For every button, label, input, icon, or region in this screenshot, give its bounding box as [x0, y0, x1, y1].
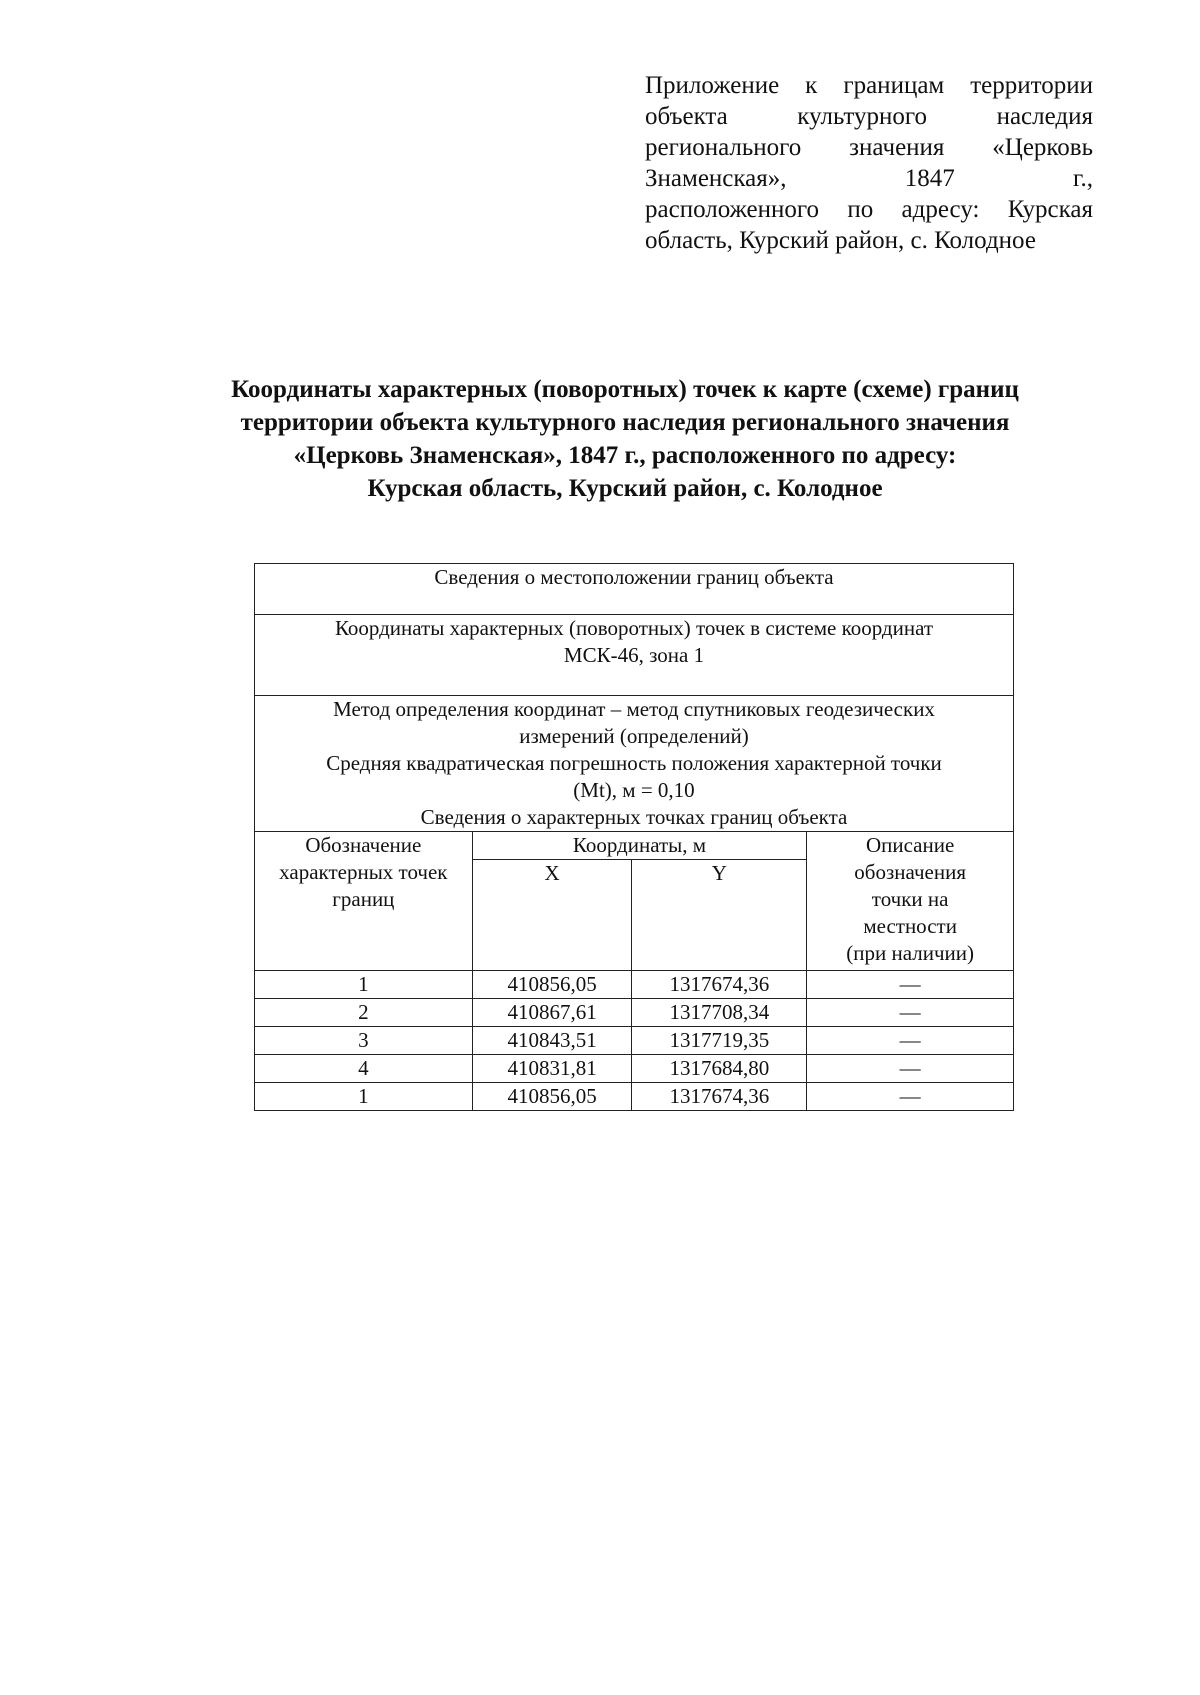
x-header: X: [472, 860, 632, 971]
method-line: Средняя квадратическая погрешность положения характерной точки: [326, 751, 942, 775]
y-cell: 1317708,34: [632, 999, 807, 1027]
method-line: измерений (определений): [519, 724, 749, 748]
system-line: МСК-46, зона 1: [563, 643, 705, 667]
header-line: характерных точек: [279, 860, 448, 884]
boundary-info-header: Сведения о местоположении границ объекта: [255, 564, 1014, 615]
method-line: Сведения о характерных точках границ объекта: [420, 805, 848, 829]
point-cell: 4: [255, 1055, 473, 1083]
x-cell: 410843,51: [472, 1027, 632, 1055]
method-line: (Mt), м = 0,10: [573, 778, 695, 802]
table-row: [255, 696, 1014, 832]
title-line: Курская область, Курский район, с. Колодное: [367, 475, 883, 502]
annex-line: Приложение к границам территории: [645, 72, 1093, 99]
y-cell: 1317719,35: [632, 1027, 807, 1055]
table-row: [255, 615, 1014, 696]
annex-line: объекта культурного наследия: [645, 103, 1093, 130]
y-header: Y: [632, 860, 807, 971]
x-cell: 410856,05: [472, 1083, 632, 1111]
header-line: Обозначение: [305, 833, 422, 857]
header-line: границ: [332, 887, 395, 911]
coordinates-header: Координаты, м: [472, 832, 807, 860]
desc-cell: —: [807, 1083, 1014, 1111]
method-line: Метод определения координат – метод спутниковых геодезических: [333, 697, 935, 721]
annex-line: область, Курский район, с. Колодное: [645, 227, 1036, 254]
y-cell: 1317674,36: [632, 1083, 807, 1111]
system-line: Координаты характерных (поворотных) точек в системе координат: [334, 616, 934, 640]
title-line: «Церковь Знаменская», 1847 г., расположенного по адресу:: [293, 442, 957, 469]
table-row: [255, 1027, 1014, 1055]
annex-note: [645, 70, 1093, 256]
point-cell: 3: [255, 1027, 473, 1055]
y-cell: 1317674,36: [632, 971, 807, 999]
point-cell: 1: [255, 971, 473, 999]
point-designation-header: [255, 832, 473, 971]
header-line: Описание: [865, 833, 955, 857]
point-cell: 2: [255, 999, 473, 1027]
title-line: территории объекта культурного наследия регионального значения: [240, 409, 1010, 436]
coordinates-table: [254, 563, 1014, 1111]
desc-cell: —: [807, 999, 1014, 1027]
table-header-row: [255, 832, 1014, 860]
x-cell: 410867,61: [472, 999, 632, 1027]
annex-line: Знаменская», 1847 г.,: [645, 165, 1093, 192]
x-cell: 410856,05: [472, 971, 632, 999]
coordinate-system-cell: [255, 615, 1014, 696]
header-line: (при наличии): [846, 941, 974, 965]
header-line: точки на: [871, 887, 949, 911]
y-cell: 1317684,80: [632, 1055, 807, 1083]
desc-cell: —: [807, 1055, 1014, 1083]
title-line: Координаты характерных (поворотных) точек к карте (схеме) границ: [231, 376, 1019, 403]
annex-line: расположенного по адресу: Курская: [645, 196, 1093, 223]
description-header: [807, 832, 1014, 971]
header-line: местности: [863, 914, 957, 938]
table-row: [255, 1055, 1014, 1083]
method-cell: [255, 696, 1014, 832]
table-row: [255, 564, 1014, 615]
desc-cell: —: [807, 1027, 1014, 1055]
document-title: [150, 373, 1100, 505]
table-row: [255, 971, 1014, 999]
table-row: [255, 1083, 1014, 1111]
header-line: обозначения: [854, 860, 966, 884]
point-cell: 1: [255, 1083, 473, 1111]
table-row: [255, 999, 1014, 1027]
annex-line: регионального значения «Церковь: [645, 134, 1093, 161]
x-cell: 410831,81: [472, 1055, 632, 1083]
desc-cell: —: [807, 971, 1014, 999]
